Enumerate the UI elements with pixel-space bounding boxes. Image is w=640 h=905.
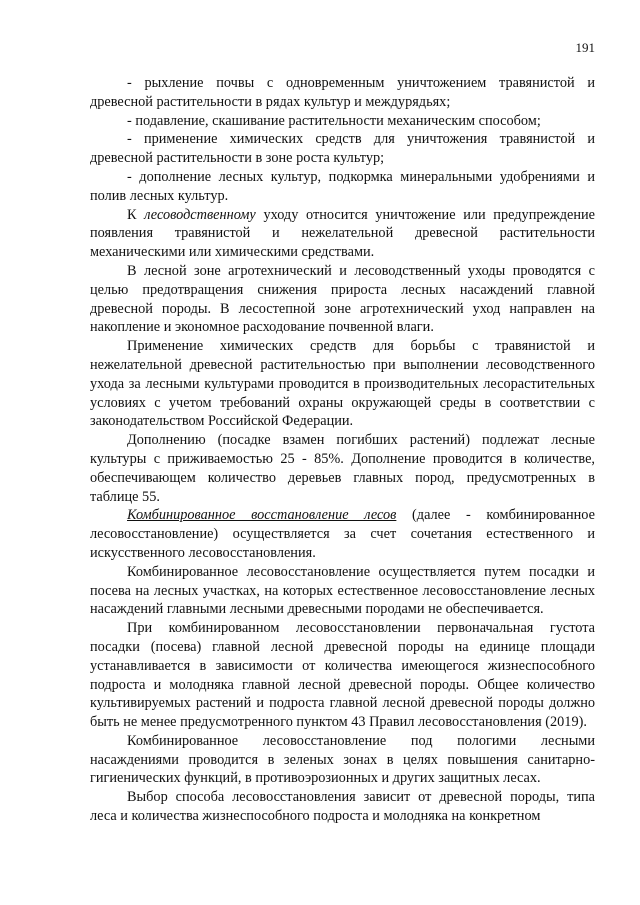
paragraph-green-zones: Комбинированное лесовосстановление под пологими лесными насаждениями проводится в зеленых зонах в целях повышения санитарно-гигиенических функций, в противоэрозионных и других защитных лесах. [90,732,595,787]
underlined-term: Комбинированное восстановление лесов [127,507,397,524]
paragraph-dopolnenie: Дополнению (посадке взамен погибших растений) подлежат лесные культуры с приживаемостью 25 - 85%. Дополнение проводится в количестве, обеспечивающем количество деревьев главных пород, предусмотренных в таблице 55. [90,432,595,505]
paragraph-prefix: К [127,206,145,223]
italic-term: лесоводственному [144,206,256,223]
paragraph-density: При комбинированном лесовосстановлении первоначальная густота посадки (посева) главной лесной древесной породы на единице площади устанавливается в зависимости от количества имеющегося жизнеспособного подроста и молодняка главной лесной древесной породы. Общее количество культивируемых растений и подроста главной лесной древесной породы должно быть не менее предусмотренного пунктом 43 Правил лесовосстановления (2019). [90,620,595,731]
paragraph-combined-definition [90,506,595,562]
paragraph-combined-method: Комбинированное лесовосстановление осуществляется путем посадки и посева на лесных участках, на которых естественное лесовосстановление лесных насаждений главными лесными древесными породами не обеспечивается. [90,563,595,618]
paragraph-rest: уходу относится уничтожение или предупреждение появления травянистой и нежелательной древесной растительности механическими или химическими средствами. [90,206,595,261]
paragraph-rest: (далее - комбинированное лесовосстановление) осуществляется за счет сочетания естественного и искусственного лесовосстановления. [90,507,595,561]
bullet-item: - дополнение лесных культур, подкормка минеральными удобрениями и полив лесных культур. [90,168,595,204]
document-page [90,40,595,890]
paragraph-method-choice: Выбор способа лесовосстановления зависит от древесной породы, типа леса и количества жизнеспособного подроста и молодняка на конкретном [90,789,595,825]
body-text [90,74,595,826]
paragraph-chemicals: Применение химических средств для борьбы с травянистой и нежелательной древесной растительностью при выполнении лесоводственного ухода за лесными культурами проводится в производительных лесорастительных условиях с учетом требований охраны окружающей среды в соответствии с законодательством Российской Федерации. [90,338,595,430]
page-number: 191 [575,40,595,55]
bullet-item: - применение химических средств для уничтожения травянистой и древесной растительности в зоне роста культур; [90,131,595,167]
paragraph-zones: В лесной зоне агротехнический и лесоводственный уходы проводятся с целью предотвращения снижения прироста лесных насаждений главной древесной породы. В лесостепной зоне агротехнический уход направлен на накопление и экономное расходование почвенной влаги. [90,262,595,336]
paragraph-lesovod-care [90,206,595,262]
bullet-item: - подавление, скашивание растительности механическим способом; [127,112,541,129]
bullet-item: - рыхление почвы с одновременным уничтожением травянистой и древесной растительности в рядах культур и междурядьях; [90,75,595,110]
